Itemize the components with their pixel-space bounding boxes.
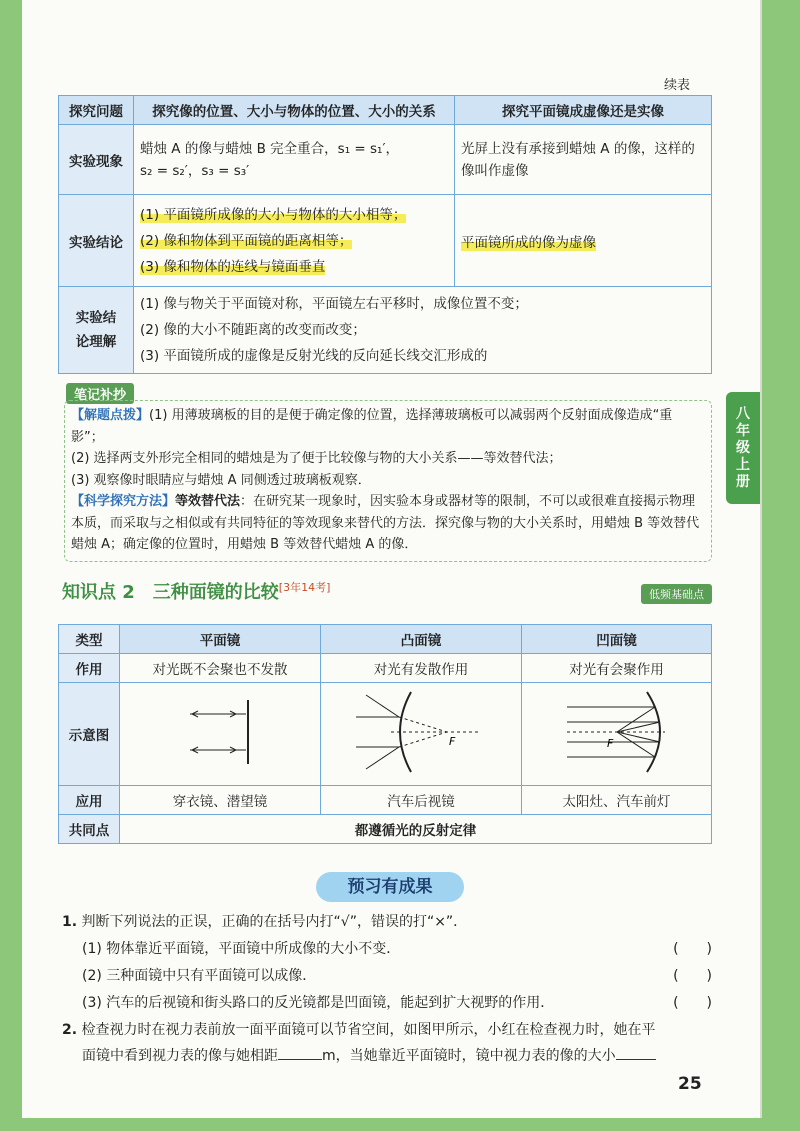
header-cell: 类型 (59, 625, 120, 654)
answer-paren[interactable]: ( ) (673, 941, 712, 957)
section-banner: 预习有成果 (316, 872, 464, 902)
row-label: 实验结论 (59, 195, 134, 287)
page-number: 25 (678, 1074, 702, 1094)
question-text: 判断下列说法的正误，正确的在括号内打“√”，错误的打“×”． (81, 914, 468, 930)
question-number: 2. (62, 1022, 78, 1038)
method-name: 等效替代法 (175, 494, 241, 509)
method-tag: 【科学探究方法】 (71, 494, 176, 509)
plane-mirror-diagram (120, 683, 321, 786)
answer-paren[interactable]: ( ) (673, 995, 712, 1011)
focus-label: F (606, 737, 613, 750)
row-label: 实验现象 (59, 125, 134, 195)
item-text: (1) 物体靠近平面镜，平面镜中所成像的大小不变． (82, 941, 401, 957)
focus-label: F (449, 735, 456, 748)
header-cell: 凹面镜 (522, 625, 712, 654)
understanding-cell (134, 287, 712, 374)
grade-tab-char: 年 (736, 422, 750, 439)
header-cell: 平面镜 (120, 625, 321, 654)
use-cell: 对光有发散作用 (321, 654, 522, 683)
question-number: 1. (62, 914, 78, 930)
grade-tab-char: 册 (736, 473, 750, 490)
row-label: 示意图 (59, 683, 120, 786)
header-cell: 探究像的位置、大小与物体的位置、大小的关系 (134, 96, 455, 125)
row-label (59, 287, 134, 374)
conclusion-line: (3) 像和物体的连线与镜面垂直 (140, 258, 326, 275)
row-label: 共同点 (59, 815, 120, 844)
understanding-line: (3) 平面镜所成的虚像是反射光线的反向延长线交汇形成的 (140, 348, 488, 364)
tip-tag: 【解题点拨】 (71, 408, 150, 423)
mirror-table (58, 624, 712, 844)
answer-paren[interactable]: ( ) (673, 968, 712, 984)
question-1-item (82, 993, 712, 1013)
question-2 (62, 1020, 714, 1040)
phenomenon-cell (134, 125, 455, 195)
question-1-item (82, 939, 712, 959)
label-line: 论理解 (75, 334, 117, 350)
grade-tab (726, 392, 760, 504)
note-line: (2) 选择两支外形完全相同的蜡烛是为了便于比较像与物的大小关系——等效替代法； (71, 451, 562, 466)
header-cell: 探究平面镜成虚像还是实像 (455, 96, 712, 125)
method-text: ：在研究某一现象时，因实验本身或器材等的限制，不可以或很难直接揭示物理本质，而采取与之相似或有共同特征的等效现象来替代的方法．探究像与物的大小关系时，用蜡烛 B 等效替代蜡烛 A；确定像的位置时，用蜡烛 B 等效替代蜡烛 A 的像． (71, 494, 700, 552)
row-label: 应用 (59, 786, 120, 815)
item-text: (2) 三种面镜中只有平面镜可以成像． (82, 968, 317, 984)
phenomenon-cell-2: 光屏上没有承接到蜡烛 A 的像，这样的像叫作虚像 (455, 125, 712, 195)
answer-blank[interactable] (278, 1059, 322, 1060)
note-line: (3) 观察像时眼睛应与蜡烛 A 同侧透过玻璃板观察． (71, 472, 371, 488)
experiment-table (58, 95, 712, 374)
kp-exam-tag: [3年14考] (278, 581, 331, 594)
conclusion-line: (1) 平面镜所成像的大小与物体的大小相等； (140, 206, 407, 223)
row-label: 作用 (59, 654, 120, 683)
continued-label: 续表 (663, 78, 690, 93)
use-cell: 对光有会聚作用 (522, 654, 712, 683)
label-line: 实验结 (75, 310, 117, 326)
app-cell: 汽车后视镜 (321, 786, 522, 815)
conclusion-cell-2 (455, 195, 712, 287)
question-2-line (82, 1046, 714, 1066)
understanding-line: (1) 像与物关于平面镜对称，平面镜左右平移时，成像位置不变； (140, 296, 528, 312)
use-cell: 对光既不会聚也不发散 (120, 654, 321, 683)
conclusion-cell (134, 195, 455, 287)
header-cell: 探究问题 (59, 96, 134, 125)
app-cell: 太阳灶、汽车前灯 (522, 786, 712, 815)
note-line: (1) 用薄玻璃板的目的是便于确定像的位置，选择薄玻璃板可以减弱两个反射面成像造成“重影”； (71, 408, 673, 445)
question-1 (62, 912, 467, 932)
knowledge-point-title (62, 578, 330, 604)
app-cell: 穿衣镜、潜望镜 (120, 786, 321, 815)
kp-title-text: 知识点 2 三种面镜的比较 (62, 582, 279, 603)
conclusion-text: 平面镜所成的像为虚像 (461, 234, 596, 251)
question-1-item (82, 966, 712, 986)
question-text: 面镜中看到视力表的像与她相距 (82, 1048, 278, 1064)
grade-tab-char: 上 (736, 456, 750, 473)
frequency-badge: 低频基础点 (641, 584, 712, 604)
concave-mirror-diagram (522, 683, 712, 786)
conclusion-line: (2) 像和物体到平面镜的距离相等； (140, 232, 353, 249)
grade-tab-char: 级 (736, 439, 750, 456)
note-box (64, 400, 712, 562)
answer-blank[interactable] (616, 1059, 656, 1060)
question-text: 检查视力时在视力表前放一面平面镜可以节省空间，如图甲所示，小红在检查视力时，她在平 (81, 1022, 656, 1038)
question-text: m，当她靠近平面镜时，镜中视力表的像的大小 (322, 1048, 616, 1064)
phenomenon-line: 蜡烛 A 的像与蜡烛 B 完全重合，s₁ = s₁′， (140, 140, 400, 157)
item-text: (3) 汽车的后视镜和街头路口的反光镜都是凹面镜，能起到扩大视野的作用． (82, 995, 555, 1011)
grade-tab-char: 八 (736, 405, 750, 422)
header-cell: 凸面镜 (321, 625, 522, 654)
understanding-line: (2) 像的大小不随距离的改变而改变； (140, 322, 366, 338)
convex-mirror-diagram (321, 683, 522, 786)
phenomenon-line: s₂ = s₂′，s₃ = s₃′ (140, 162, 250, 179)
common-cell: 都遵循光的反射定律 (120, 815, 712, 844)
note-label: 笔记补抄 (66, 383, 134, 404)
